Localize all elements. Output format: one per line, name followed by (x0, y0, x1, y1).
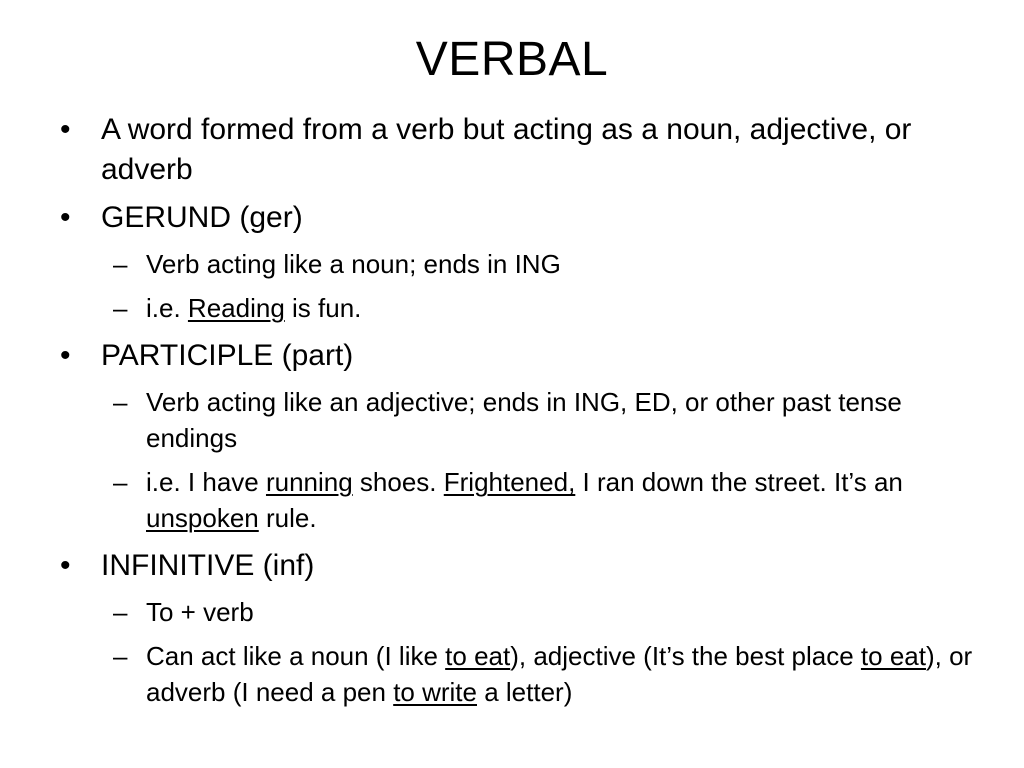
bullet-gerund (60, 198, 980, 238)
sub-bullet-participle-definition (60, 384, 980, 456)
dash-glyph: – (113, 249, 128, 279)
bullet-text: GERUND (ger) (101, 201, 303, 234)
bullet-definition (60, 110, 980, 190)
bullet-infinitive (60, 546, 980, 586)
example-text: Can act like a noun (I like to eat), adjective (It’s the best place to eat), or adverb (I need a pen to write a letter) (146, 641, 973, 707)
example-text: i.e. Reading is fun. (146, 293, 362, 323)
underlined-term: to eat (860, 641, 926, 671)
bullet-text: PARTICIPLE (part) (101, 339, 354, 372)
dash-glyph: – (113, 293, 128, 323)
sub-bullet-text: Verb acting like an adjective; ends in ING, ED, or other past tense endings (146, 387, 902, 453)
bullet-glyph: • (60, 113, 71, 146)
bullet-glyph: • (60, 339, 71, 372)
bullet-participle (60, 336, 980, 376)
underlined-term: running (265, 467, 353, 497)
underlined-term: Reading (187, 293, 285, 323)
sub-bullet-infinitive-definition (60, 594, 980, 630)
underlined-term: to write (393, 677, 477, 707)
underlined-term: unspoken (146, 503, 259, 533)
underlined-term: Frightened, (443, 467, 576, 497)
dash-glyph: – (113, 467, 128, 497)
dash-glyph: – (113, 597, 128, 627)
sub-bullet-text: Verb acting like a noun; ends in ING (146, 249, 561, 279)
dash-glyph: – (113, 387, 128, 417)
slide-content (60, 110, 980, 718)
bullet-glyph: • (60, 201, 71, 234)
bullet-glyph: • (60, 549, 71, 582)
slide-title: VERBAL (415, 33, 609, 86)
sub-bullet-gerund-example (60, 290, 980, 326)
bullet-text: A word formed from a verb but acting as a noun, adjective, or adverb (101, 113, 912, 186)
bullet-text: INFINITIVE (inf) (101, 549, 315, 582)
sub-bullet-participle-example (60, 464, 980, 536)
sub-bullet-gerund-definition (60, 246, 980, 282)
underlined-term: to eat (445, 641, 511, 671)
sub-bullet-infinitive-example (60, 638, 980, 710)
example-text: i.e. I have running shoes. Frightened, I ran down the street. It’s an unspoken rule. (146, 467, 903, 533)
dash-glyph: – (113, 641, 128, 671)
sub-bullet-text: To + verb (146, 597, 254, 627)
